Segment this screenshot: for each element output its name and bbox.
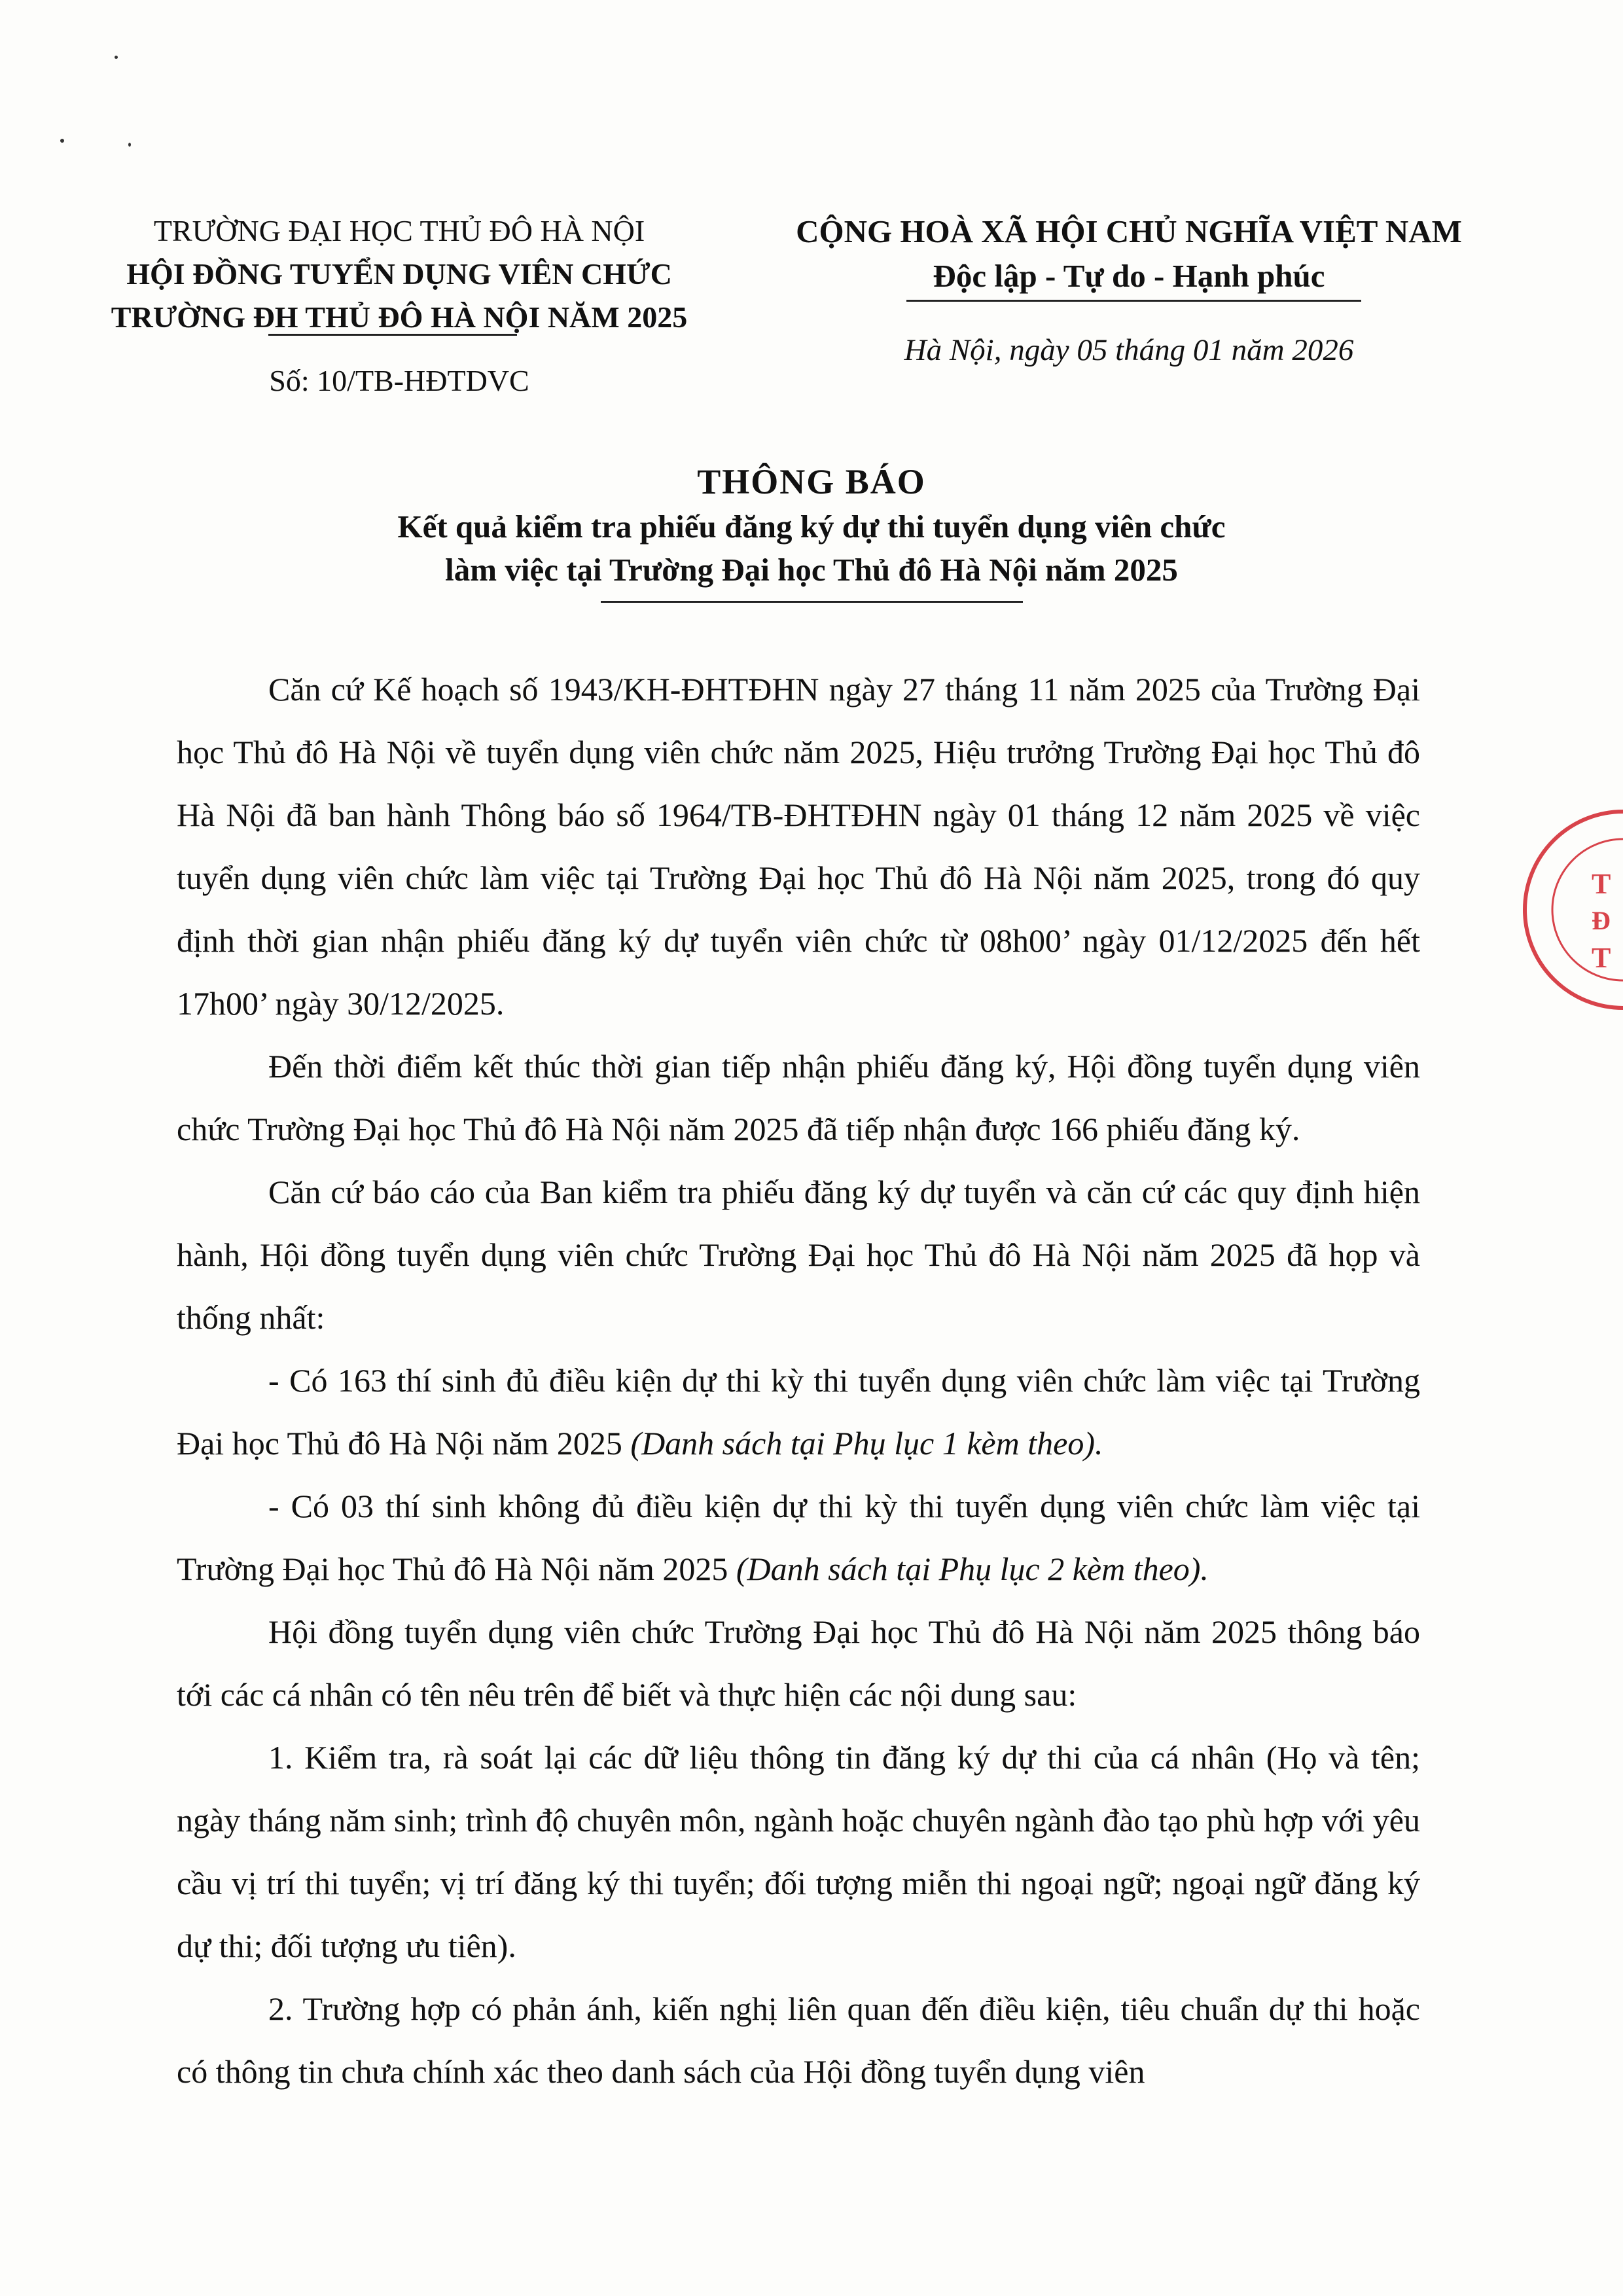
document-title: [105, 458, 1518, 592]
paragraph-received-count: Đến thời điểm kết thúc thời gian tiếp nhận phiếu đăng ký, Hội đồng tuyển dụng viên chức Trường Đại học Thủ đô Hà Nội năm 2025 đã tiếp nhận được 166 phiếu đăng ký.: [177, 1048, 1420, 1147]
national-motto: [740, 209, 1518, 298]
svg-text:T: T: [1592, 942, 1611, 974]
council-name: HỘI ĐỒNG TUYỂN DỤNG VIÊN CHỨC: [126, 257, 672, 291]
motto: Độc lập - Tự do - Hạnh phúc: [933, 258, 1325, 294]
svg-text:T: T: [1592, 868, 1611, 900]
motto-underline: [906, 300, 1361, 302]
paragraph-item-1: 1. Kiểm tra, rà soát lại các dữ liệu thông tin đăng ký dự thi của cá nhân (Họ và tên; ngày tháng năm sinh; trình độ chuyên môn, ngành hoặc chuyên ngành đào tạo phù hợp với yêu cầu vị trí thi tuyển; vị trí đăng ký thi tuyển; đối tượng miễn thi ngoại ngữ; ngoại ngữ đăng ký dự thi; đối tượng ưu tiên).: [177, 1739, 1420, 1964]
svg-text:Đ: Đ: [1592, 906, 1611, 935]
official-seal-stamp: [1518, 805, 1623, 1014]
header-left-underline: [268, 334, 517, 336]
title-main: THÔNG BÁO: [697, 462, 926, 501]
scan-speck: [60, 139, 64, 143]
paragraph-notice: Hội đồng tuyển dụng viên chức Trường Đại học Thủ đô Hà Nội năm 2025 thông báo tới các cá nhân có tên nêu trên để biết và thực hiện các nội dung sau:: [177, 1613, 1420, 1713]
eligible-text: - Có 163 thí sinh đủ điều kiện dự thi kỳ thi tuyển dụng viên chức làm việc tại Trường Đại học Thủ đô Hà Nội năm 2025: [177, 1362, 1420, 1462]
country-name: CỘNG HOÀ XÃ HỘI CHỦ NGHĨA VIỆT NAM: [796, 213, 1462, 249]
paragraph-eligible: [177, 1349, 1420, 1475]
document-body: [177, 658, 1420, 2103]
ineligible-text: - Có 03 thí sinh không đủ điều kiện dự thi kỳ thi tuyển dụng viên chức làm việc tại Trường Đại học Thủ đô Hà Nội năm 2025: [177, 1488, 1420, 1587]
document-number: Số: 10/TB-HĐTDVC: [269, 364, 529, 397]
paragraph-legal-basis: Căn cứ Kế hoạch số 1943/KH-ĐHTĐHN ngày 27 tháng 11 năm 2025 của Trường Đại học Thủ đô Hà Nội về tuyển dụng viên chức năm 2025, Hiệu trưởng Trường Đại học Thủ đô Hà Nội đã ban hành Thông báo số 1964/TB-ĐHTĐHN ngày 01 tháng 12 năm 2025 về việc tuyển dụng viên chức làm việc tại Trường Đại học Thủ đô Hà Nội năm 2025, trong đó quy định thời gian nhận phiếu đăng ký dự tuyển viên chức từ 08h00’ ngày 01/12/2025 đến hết 17h00’ ngày 30/12/2025.: [177, 671, 1420, 1022]
ineligible-appendix-note: (Danh sách tại Phụ lục 2 kèm theo).: [736, 1551, 1209, 1587]
document-date: Hà Nội, ngày 05 tháng 01 năm 2026: [904, 333, 1354, 367]
university-name: TRƯỜNG ĐẠI HỌC THỦ ĐÔ HÀ NỘI: [153, 214, 645, 247]
issuing-organization: [105, 209, 694, 339]
scan-speck: [115, 56, 118, 59]
title-subtitle-line2: làm việc tại Trường Đại học Thủ đô Hà Nội năm 2025: [445, 552, 1178, 588]
paragraph-council-decision: Căn cứ báo cáo của Ban kiểm tra phiếu đăng ký dự tuyển và căn cứ các quy định hiện hành, Hội đồng tuyển dụng viên chức Trường Đại học Thủ đô Hà Nội năm 2025 đã họp và thống nhất:: [177, 1174, 1420, 1336]
paragraph-ineligible: [177, 1475, 1420, 1600]
paragraph-item-2: 2. Trường hợp có phản ánh, kiến nghị liên quan đến điều kiện, tiêu chuẩn dự thi hoặc có thông tin chưa chính xác theo danh sách của Hội đồng tuyển dụng viên: [177, 1990, 1420, 2090]
title-subtitle-line1: Kết quả kiểm tra phiếu đăng ký dự thi tuyển dụng viên chức: [397, 509, 1226, 545]
council-name-line2: TRƯỜNG ĐH THỦ ĐÔ HÀ NỘI NĂM 2025: [111, 300, 688, 334]
title-underline: [601, 601, 1023, 603]
scan-speck: [128, 143, 131, 147]
eligible-appendix-note: (Danh sách tại Phụ lục 1 kèm theo).: [630, 1425, 1103, 1462]
